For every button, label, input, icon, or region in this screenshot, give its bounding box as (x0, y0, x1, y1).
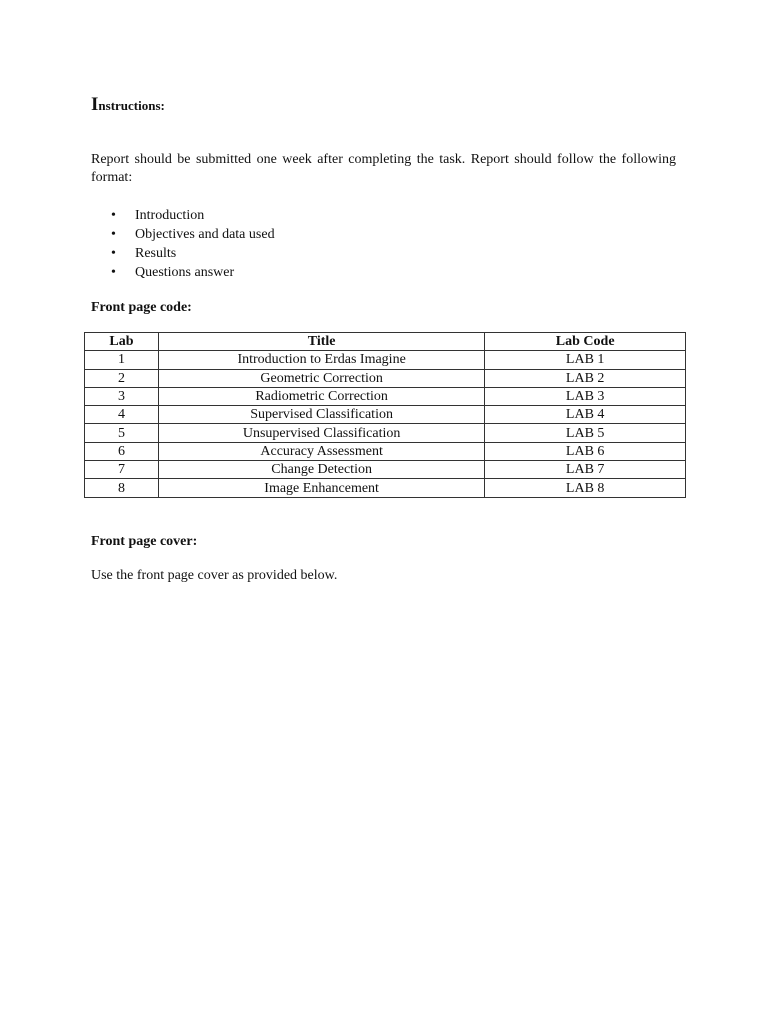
cell-title: Radiometric Correction (158, 387, 484, 405)
cell-title: Unsupervised Classification (158, 424, 484, 442)
bullet-item: • Objectives and data used (91, 225, 275, 244)
column-header-lab: Lab (85, 333, 159, 351)
bullet-item: • Results (91, 244, 275, 263)
cell-title: Supervised Classification (158, 406, 484, 424)
bullet-item: • Introduction (91, 206, 275, 225)
table-row (85, 406, 686, 424)
table-row (85, 461, 686, 479)
cell-lab: 3 (85, 387, 159, 405)
cell-title: Accuracy Assessment (158, 442, 484, 460)
cell-code: LAB 2 (485, 369, 686, 387)
instructions-heading (91, 93, 165, 118)
instructions-paragraph: Report should be submitted one week after completing the task. Report should follow the following format: (91, 152, 676, 185)
cell-lab: 7 (85, 461, 159, 479)
cell-title: Geometric Correction (158, 369, 484, 387)
cell-title: Introduction to Erdas Imagine (158, 351, 484, 369)
cell-code: LAB 4 (485, 406, 686, 424)
front-page-cover-note: Use the front page cover as provided below. (91, 568, 338, 583)
cell-code: LAB 3 (485, 387, 686, 405)
front-page-code-heading: Front page code: (91, 300, 192, 315)
cell-lab: 2 (85, 369, 159, 387)
cell-lab: 1 (85, 351, 159, 369)
cell-lab: 4 (85, 406, 159, 424)
front-page-cover-heading: Front page cover: (91, 534, 198, 549)
cell-lab: 8 (85, 479, 159, 497)
cell-title: Image Enhancement (158, 479, 484, 497)
table-row (85, 369, 686, 387)
heading-rest: nstructions: (98, 98, 165, 113)
cell-code: LAB 5 (485, 424, 686, 442)
cell-code: LAB 1 (485, 351, 686, 369)
heading-initial: I (91, 94, 99, 115)
table-row (85, 351, 686, 369)
cell-code: LAB 8 (485, 479, 686, 497)
format-bullet-list (91, 206, 275, 282)
table-row (85, 424, 686, 442)
table-row (85, 387, 686, 405)
cell-lab: 5 (85, 424, 159, 442)
column-header-title: Title (158, 333, 484, 351)
table-row (85, 479, 686, 497)
cell-code: LAB 7 (485, 461, 686, 479)
table-row (85, 442, 686, 460)
bullet-item: • Questions answer (91, 263, 275, 282)
column-header-lab-code: Lab Code (485, 333, 686, 351)
cell-code: LAB 6 (485, 442, 686, 460)
table-header-row (85, 333, 686, 351)
cell-lab: 6 (85, 442, 159, 460)
lab-code-table (84, 332, 686, 498)
cell-title: Change Detection (158, 461, 484, 479)
